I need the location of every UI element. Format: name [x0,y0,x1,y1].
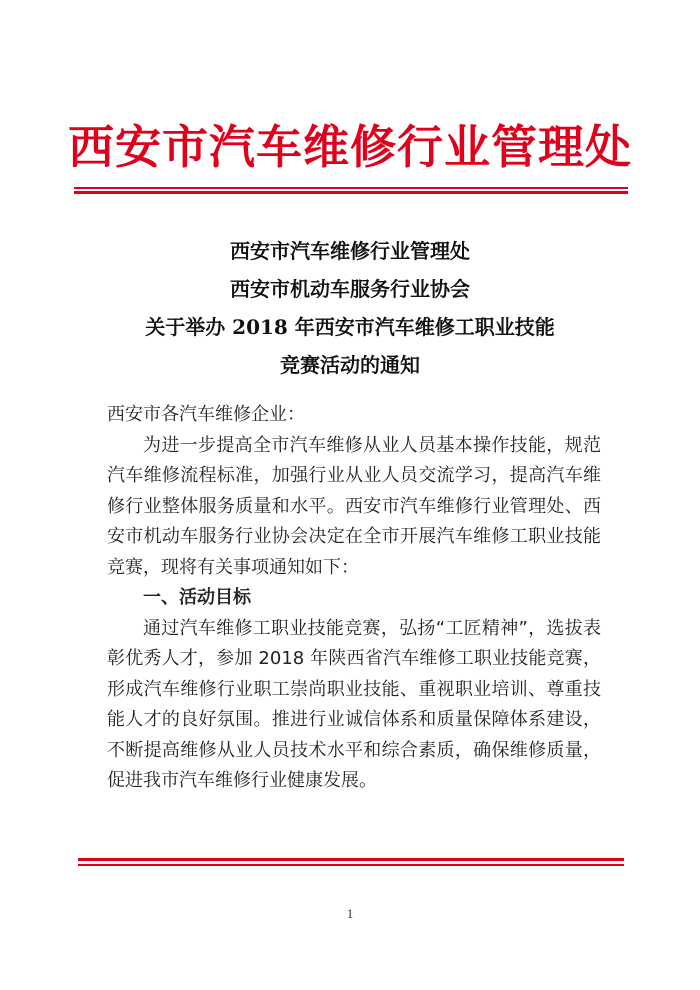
section-heading-objectives: 一、活动目标 [143,587,251,608]
footer-rule-thin [78,864,624,866]
title-line-2: 西安市机动车服务行业协会 [230,277,470,301]
salutation: 西安市各汽车维修企业： [107,404,305,425]
title-line-4: 竞赛活动的通知 [280,353,420,377]
notice-body [107,400,601,797]
notice-title [60,232,640,384]
letterhead-title: 西安市汽车维修行业管理处 [68,120,632,174]
title-line-1: 西安市汽车维修行业管理处 [230,239,470,263]
objectives-paragraph: 通过汽车维修工职业技能竞赛，弘扬“工匠精神”，选拔表彰优秀人才，参加 2018 年陕西省汽车维修工职业技能竞赛，形成汽车维修行业职工崇尚职业技能、重视职业培训、尊重技能人才的良好氛围。推进行业诚信体系和质量保障体系建设，不断提高维修从业人员技术水平和综合素质，确保维修质量，促进我市汽车维修行业健康发展。 [107,617,601,791]
letterhead-rule-thick [74,191,628,194]
footer-rule-thick [78,858,624,861]
letterhead-rule-thin [74,187,628,189]
intro-paragraph: 为进一步提高全市汽车维修从业人员基本操作技能，规范汽车维修流程标准，加强行业从业人员交流学习，提高汽车维修行业整体服务质量和水平。西安市汽车维修行业管理处、西安市机动车服务行业协会决定在全市开展汽车维修工职业技能竞赛，现将有关事项通知如下： [107,434,601,578]
page-number: 1 [346,906,354,921]
title-line-3: 关于举办 2018 年西安市汽车维修工职业技能 [145,315,555,339]
